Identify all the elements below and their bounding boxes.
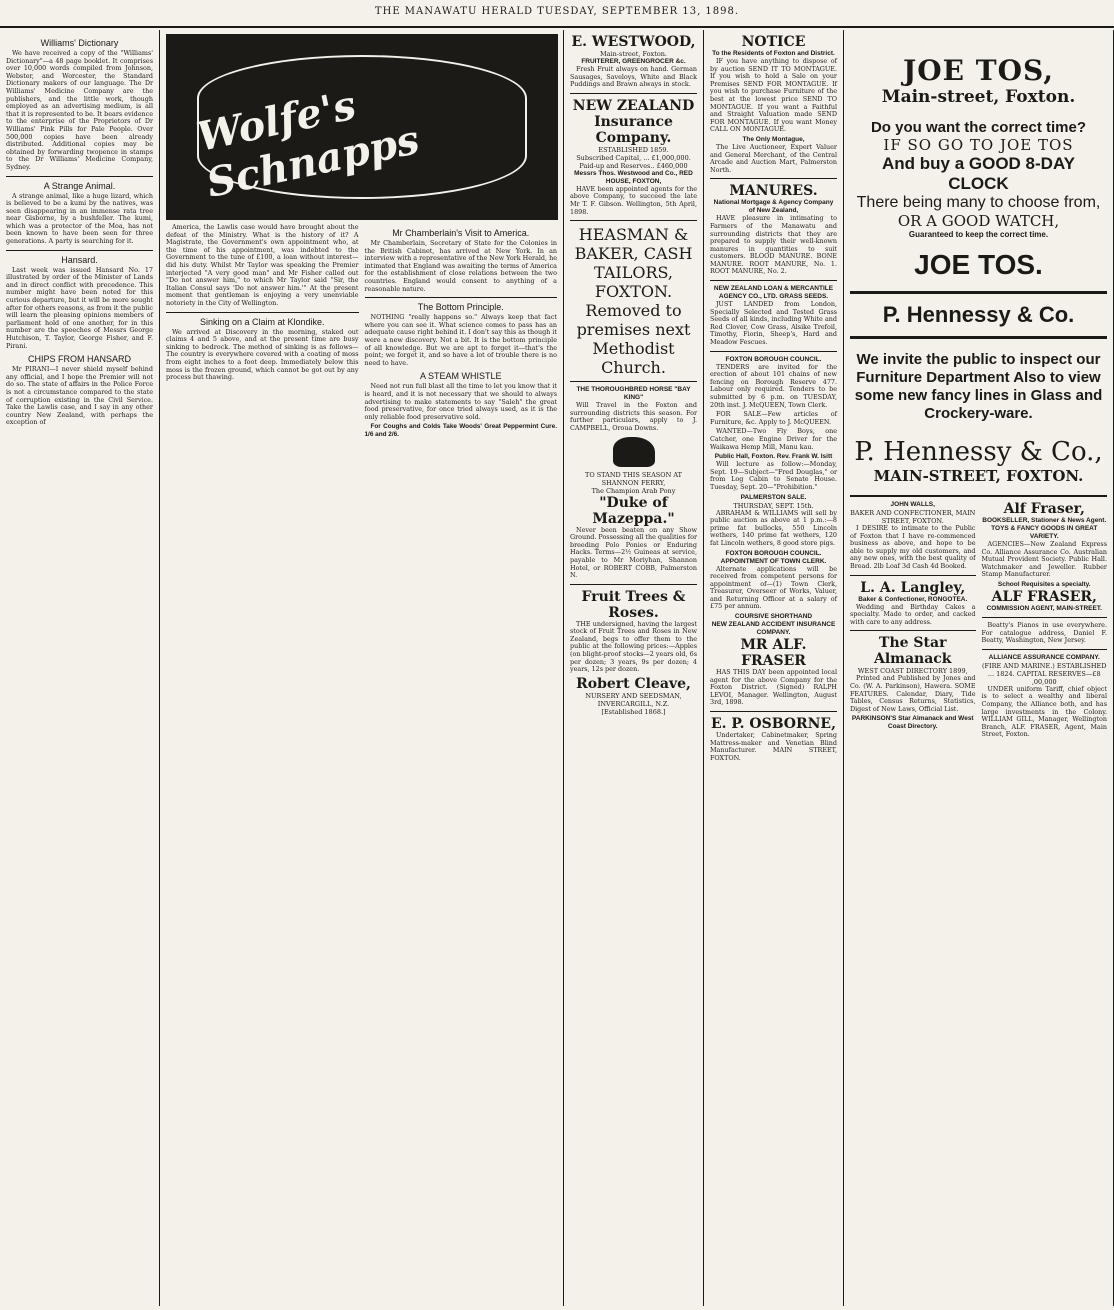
chips-article: Mr PIRANI—I never shield myself behind any official, and I hope the Premier will not do so. The state of affairs in the Police Force is not a circumstance compared to the state of corruption existing in the Civil Service. Take the Lawlis case, and I say in any other country New Zealand, with perhaps the exception of xyxy=(6,365,153,427)
walls-body: I DESIRE to intimate to the Public of Foxton that I have re-commenced business as above, and hope to be able to supply my old customers, and any new ones, with the best quality of Bread. 2lb Loaf 3d Cash 4d Booked. xyxy=(850,524,976,570)
alliance-body: UNDER uniform Tariff, chief object is to select a wealthy and liberal Company, the Alliance both, and has large investments in the Colony. WILLIAM GILL, Manager, Wellington Branch, ALF. FRASER, Agent, Main Street, Foxton. xyxy=(981,684,1107,739)
montague-body: The Live Auctioneer, Expert Valuer and General Merchant, of the Central Arcade and Auction Mart, Palmerston North. xyxy=(710,142,837,174)
westwood-address: Main-street, Foxton. xyxy=(600,50,667,58)
wanted-ad: WANTED—Two Fly Boys, one Catcher, one Engine Driver for the Waikawa Hemp Mill, Manu kau. xyxy=(710,427,837,451)
fruit-trees-heading: Fruit Trees & Roses. xyxy=(581,588,686,621)
hansard-article: Last week was issued Hansard No. 17 illustrated by order of the Minister of Lands and in direct conflict with precedence. This number might have been noted for this curious departure, but it will be more sought after for others reasons, as from it the public will learn the pleasing opinions members of parliament hold of one another, for in this number are the speeches of Messrs George Hutchison, T. Taylor, George Fisher, and F. Pirani. xyxy=(6,265,153,350)
fraser-sub: BOOKSELLER, Stationer & News Agent. xyxy=(982,517,1107,524)
strange-animal-article: A strange animal, like a huge lizard, which is believed to be a kumi by the natives, was seen disappearing in an immense rata tree near Gisborne, by a bushfeller. The kumi, which was a protector of the Moa, has not been known to have been seen for three generations. A party is searching for it. xyxy=(6,191,153,246)
fraser-toys: TOYS & FANCY GOODS IN GREAT VARIETY. xyxy=(991,525,1098,540)
palmerston-sale-date: THURSDAY, SEPT. 15th. xyxy=(733,501,814,510)
column-1 xyxy=(0,30,160,1306)
palmerston-sale-heading: PALMERSTON SALE. xyxy=(740,493,807,501)
heasman-ad: HEASMAN & BAKER, CASH TAILORS, FOXTON. Removed to premises next Methodist Church. xyxy=(574,225,693,378)
cleave-established: [Established 1868.] xyxy=(601,707,666,716)
foxton-council-body: TENDERS are invited for the erection of about 101 chains of new fencing on Borough Reserve 477. Labour only required. Tenders to be submitted by 6 p.m. on TUESDAY, 20th inst. J. McQUEEN, Town Clerk. xyxy=(710,362,837,409)
logo-lettering: Wolfe's Schnapps xyxy=(192,81,424,207)
mazeppa-name: "Duke of Mazeppa." xyxy=(592,494,675,527)
langley-sub: Baker & Confectioner, RONGOTEA. xyxy=(858,595,968,603)
column-4 xyxy=(704,30,844,1306)
insurance-established: ESTABLISHED 1859. xyxy=(598,145,669,154)
joe-tos-signature: JOE TOS. xyxy=(914,249,1043,280)
notice-subtitle: To the Residents of Foxton and District. xyxy=(712,50,835,57)
hennessy-address: MAIN-STREET, FOXTON. xyxy=(873,467,1084,485)
joe-tos-go: IF SO GO TO JOE TOS xyxy=(883,136,1074,154)
joe-tos-address: Main-street, Foxton. xyxy=(881,87,1076,107)
insurance-agents: Messrs Thos. Westwood and Co., RED HOUSE, FOXTON, xyxy=(574,169,693,185)
manures-heading: MANURES. xyxy=(729,183,818,200)
appointment-heading: FOXTON BOROUGH COUNCIL. APPOINTMENT OF TOWN CLERK. xyxy=(720,549,827,565)
beatty-ad: Beatty's Pianos in use everywhere. For catalogue address, Daniel F. Beatty, Washington, New Jersey. xyxy=(981,620,1107,645)
column-5 xyxy=(844,30,1114,1306)
shorthand-heading: COURSIVE SHORTHAND xyxy=(734,613,813,621)
manures-subtitle: National Mortgage & Agency Company of New Zealand, xyxy=(713,199,834,215)
alf-fraser-name: ALF FRASER, xyxy=(991,588,1097,605)
wolfes-schnapps-logo xyxy=(166,34,558,220)
insurance-heading: NEW ZEALAND Insurance Company. xyxy=(572,97,695,146)
almanack-heading: The Star Almanack xyxy=(873,635,952,668)
almanack-sub: WEST COAST DIRECTORY 1899, xyxy=(857,667,968,676)
accident-body: HAS THIS DAY been appointed local agent for the above Company for the Foxton District. (Signed) RALPH LEVOI, Manager. Wellington, August 3rd, 1898. xyxy=(710,668,837,707)
cleave-name: Robert Cleave, xyxy=(576,675,691,692)
joe-tos-clock: And buy a GOOD 8-DAY CLOCK xyxy=(881,154,1075,193)
bottom-principle-heading: The Bottom Principle. xyxy=(417,302,504,313)
almanack-body: Printed and Published by Jones and Co. (W. A. Parkinson), Hawera. SOME FEATURES. Calendar, Diary, Tide Tables, Census Returns, Statistics, Digest of New Laws, Official List. xyxy=(850,674,976,713)
hennessy-heading: P. Hennessy & Co. xyxy=(850,291,1107,339)
column-3 xyxy=(564,30,704,1306)
appointment-body: Alternate applications will be received from competent persons for appointment of—(1) Town Clerk, Treasurer, Overseer of Works, Valuer, and Returning Officer at a salary of £75 per annum. xyxy=(710,564,837,611)
foxton-council-heading: FOXTON BOROUGH COUNCIL. xyxy=(725,355,822,363)
langley-body: Wedding and Birthday Cakes a specialty. Made to order, and cacked with care to any address. xyxy=(850,602,976,626)
dictionary-heading: Williams' Dictionary xyxy=(40,38,119,48)
commission-agent: COMMISSION AGENT, MAIN-STREET. xyxy=(986,604,1102,612)
chamberlain-heading: Mr Chamberlain's Visit to America. xyxy=(392,228,530,238)
joe-tos-choose: There being many to choose from, xyxy=(856,194,1101,211)
grass-seeds-heading: NEW ZEALAND LOAN & MERCANTILE AGENCY CO., LTD. GRASS SEEDS. xyxy=(713,285,834,301)
horse-illustration xyxy=(613,437,655,467)
insurance-body: HAVE been appointed agents for the above Company, to succeed the late Mr T. F. Gibson. Wellington, 5th April, 1898. xyxy=(570,184,697,216)
bottom-principle-article: NOTHING "really happens so." Always keep that fact where you can see it. What science comes to pass has an adequate cause right behind it. I don't say this as though it were a new discovery. Not a bit. It is the bottom principle of all knowledge. But we are apt to forget it—that's the point; we forget it, and so have a lot of trouble there is no need to have. xyxy=(364,313,557,367)
lecture-body: Will lecture as follow:—Monday, Sept. 19—Subject—"Fred Douglas," or from Log Cabin to Senate House. Tuesday, Sept. 20—"Prohibition." xyxy=(710,460,837,491)
lecture-heading: Public Hall, Foxton. Rev. Frank W. Isitt xyxy=(714,453,833,461)
mazeppa-body: Never been beaten on any Show Ground. Possessing all the qualities for breeding Polo Ponies or Enduring Hacks. Terms—2½ Guineas at service, payable to Mr Moriyhan, Shannon Hotel, or ROBERT COBB, Palmerston N. xyxy=(570,525,697,580)
for-sale-ad: FOR SALE—Few articles of Furniture, &c. Apply to J. McQUEEN. xyxy=(710,410,837,426)
joe-tos-watch: OR A GOOD WATCH, xyxy=(897,212,1060,230)
insurance-capital: Subscribed Capital, ... £1,000,000. Paid-up and Reserves.. £460,000 xyxy=(576,153,691,170)
klondike-heading: Sinking on a Claim at Klondike. xyxy=(199,316,325,327)
osborne-body: Undertaker, Cabinetmaker, Spring Mattress-maker and Venetian Blind Manufacturer. MAIN STREET, FOXTON. xyxy=(710,731,837,762)
alliance-sub: (FIRE AND MARINE.) ESTABLISHED ... 1824. CAPITAL RESERVES—£8 ,00,000 xyxy=(982,661,1107,686)
school-requisites: School Requisites a specialty. xyxy=(997,580,1091,588)
bay-king-heading: THE THOROUGHBRED HORSE "BAY KING" xyxy=(576,386,691,402)
chamberlain-article: Mr Chamberlain, Secretary of State for the Colonies in the British Cabinet, has arrived at New York. In an interview with a representative of the New York Herald, he intimated that England was awaiting the terms of America for the establishment of close relations between the two countries. England would consent to anything of a reasonable nature. xyxy=(364,239,557,293)
langley-name: L. A. Langley, xyxy=(860,579,966,596)
fruit-trees-body: THE undersigned, having the largest stock of Fruit Trees and Roses in New Zealand, begs to offer them to the public at the following prices:—Apples (on blight-proof stocks—2 years old, 6s per dozen; 3 years, 9s per dozen; 4 years, 12s per dozen. xyxy=(570,619,697,674)
joe-tos-question: Do you want the correct time? xyxy=(870,119,1087,136)
alliance-heading: ALLIANCE ASSURANCE COMPANY. xyxy=(988,653,1100,661)
manures-body: HAVE pleasure in intimating to Farmers of the Manawatu and surrounding districts that they are prepared to supply their well-known manures in quantities to suit customers. BLOOD MANURE. BONE MANURE. ROOT MANURE, No. 1. ROOT MANURE, No. 2. xyxy=(710,214,837,276)
accident-heading: NEW ZEALAND ACCIDENT INSURANCE COMPANY. xyxy=(711,621,836,637)
joe-tos-guarantee: Guaranteed to keep the correct time. xyxy=(908,230,1049,239)
palmerston-sale-body: ABRAHAM & WILLIAMS will sell by public auction as above at 1 p.m.:—8 prime fat bullocks, 550 Lincoln wethers, 140 prime fat wethers, 120 fat Lincoln wethers, 8 good store pigs. xyxy=(710,508,837,547)
mazeppa-subtitle: The Champion Arab Pony xyxy=(591,486,676,495)
lawlis-article: America, the Lawlis case would have brought about the defeat of the Ministry. What is the history of it? A Magistrate, the Government's own appointment who, at the time of his appointment, was indebted to the Government to the tune of £100, a loan without interest—did his duty. Whilst Mr Taylor was speaking the Premier interjected "A very good man" and Mr Fisher called out "Do not answer him," to which Mr Taylor said "Sir, the Italian Consul says 'Do not answer him.'" At the present moment that gentleman is enjoying a very unenviable notoriety in the City of Wellington. xyxy=(166,223,359,307)
westwood-name: E. WESTWOOD, xyxy=(571,34,696,50)
steam-whistle-heading: A STEAM WHISTLE xyxy=(419,371,502,382)
fraser-agencies: AGENCIES—New Zealand Express Co. Alliance Assurance Co. Australian Mutual Provident Society. Public Hall. Watchmaker and Jeweller. Rubber Stamp Manufacturer. xyxy=(981,540,1107,579)
masthead: THE MANAWATU HERALD TUESDAY, SEPTEMBER 13, 1898. xyxy=(0,0,1114,28)
chips-heading: CHIPS FROM HANSARD xyxy=(27,354,131,365)
accident-agent: MR ALF. FRASER xyxy=(740,637,807,670)
hennessy-name: P. Hennessy & Co., xyxy=(854,437,1103,467)
parkinson-ad: PARKINSON'S Star Almanack and West Coast Directory. xyxy=(851,715,974,731)
strange-animal-heading: A Strange Animal. xyxy=(43,180,116,191)
bay-king-body: Will Travel in the Foxton and surrounding districts this season. For further particulars, apply to J. CAMPBELL, Oroua Downs. xyxy=(570,401,697,432)
walls-sub: BAKER AND CONFECTIONER, MAIN STREET, FOXTON. xyxy=(850,509,976,525)
column-2 xyxy=(160,30,564,1306)
walls-name: JOHN WALLS, xyxy=(890,501,935,508)
westwood-trade: FRUITERER, GREENGROCER &c. xyxy=(581,58,686,65)
notice-heading: NOTICE xyxy=(741,34,806,50)
notice-body: IF you have anything to dispose of by auction SEND IT TO MONTAGUE. If you wish to hold a Sale on your Premises SEND FOR MONTAGUE. If you wish to purchase Furniture of the best at the lowest price SEND TO MONTAGUE. If you want a Faithful and Straight Valuation made SEND FOR MONTAGUE. If you want Money CALL ON MONTAGUE. xyxy=(710,57,837,134)
montague-name: The Only Montague, xyxy=(742,135,805,143)
hansard-heading: Hansard. xyxy=(61,254,98,265)
steam-whistle-article: Need not run full blast all the time to let you know that it is heard, and it is not necessary that we should to always advertising to make statements to say "Saleh" the great food preservative, for once tried always used, as it is the only reliable food preservative sold. xyxy=(364,382,557,421)
cleave-sub: NURSERY AND SEEDSMAN, INVERCARGILL, N.Z. xyxy=(585,691,682,708)
fraser-name: Alf Fraser, xyxy=(1003,501,1085,517)
osborne-name: E. P. OSBORNE, xyxy=(711,716,836,733)
joe-tos-heading: JOE TOS, xyxy=(903,54,1054,87)
westwood-body: Fresh Fruit always on hand. German Sausages, Saveloys, White and Black Puddings and Brawn always in stock. xyxy=(570,65,697,89)
hennessy-invite: We invite the public to inspect our Furniture Department Also to view some new fancy lines in Glass and Crockery-ware. xyxy=(854,351,1103,422)
dictionary-article: We have received a copy of the "Williams' Dictionary"—a 48 page booklet. It comprises over 10,000 words compiled from Johnson, Webster, and Worcester, the Standard Dictionary makers of our language. The Dr Williams' Medicine Company are the publishers, and the little work, though employed as an advertising medium, is all that it is represented to be. It bears evidence to the enterprise of the Proprietors of Dr Williams' Pink Pills for Pale People. Over 500,000 copies have been already distributed. Additional copies may be obtained by forwarding twopence in stamps to the Dr Williams' Medicine Company, Sydney. xyxy=(6,49,153,171)
klondike-article: We arrived at Discovery in the morning, staked out claims 4 and 5 above, and at the present time are busy sinking to bedrock. The method of sinking is as follows—The country is everywhere covered with a coating of moss from eight inches to a foot deep. Immediately below this moss is the frozen ground, which cannot be got out by any process but thawing. xyxy=(166,327,359,382)
grass-seeds-body: JUST LANDED from London, Specially Selected and Tested Grass Seeds of all kinds, including White and Red Clover, Cow Grass, Alsike Trefoil, Timothy, Fiorin, Sheep's, Hard and Meadow Fescues. xyxy=(710,300,837,347)
woods-cure-ad: For Coughs and Colds Take Woods' Great Peppermint Cure. 1/6 and 2/6. xyxy=(364,423,557,438)
mazeppa-heading: TO STAND THIS SEASON AT SHANNON FERRY, xyxy=(584,470,682,487)
